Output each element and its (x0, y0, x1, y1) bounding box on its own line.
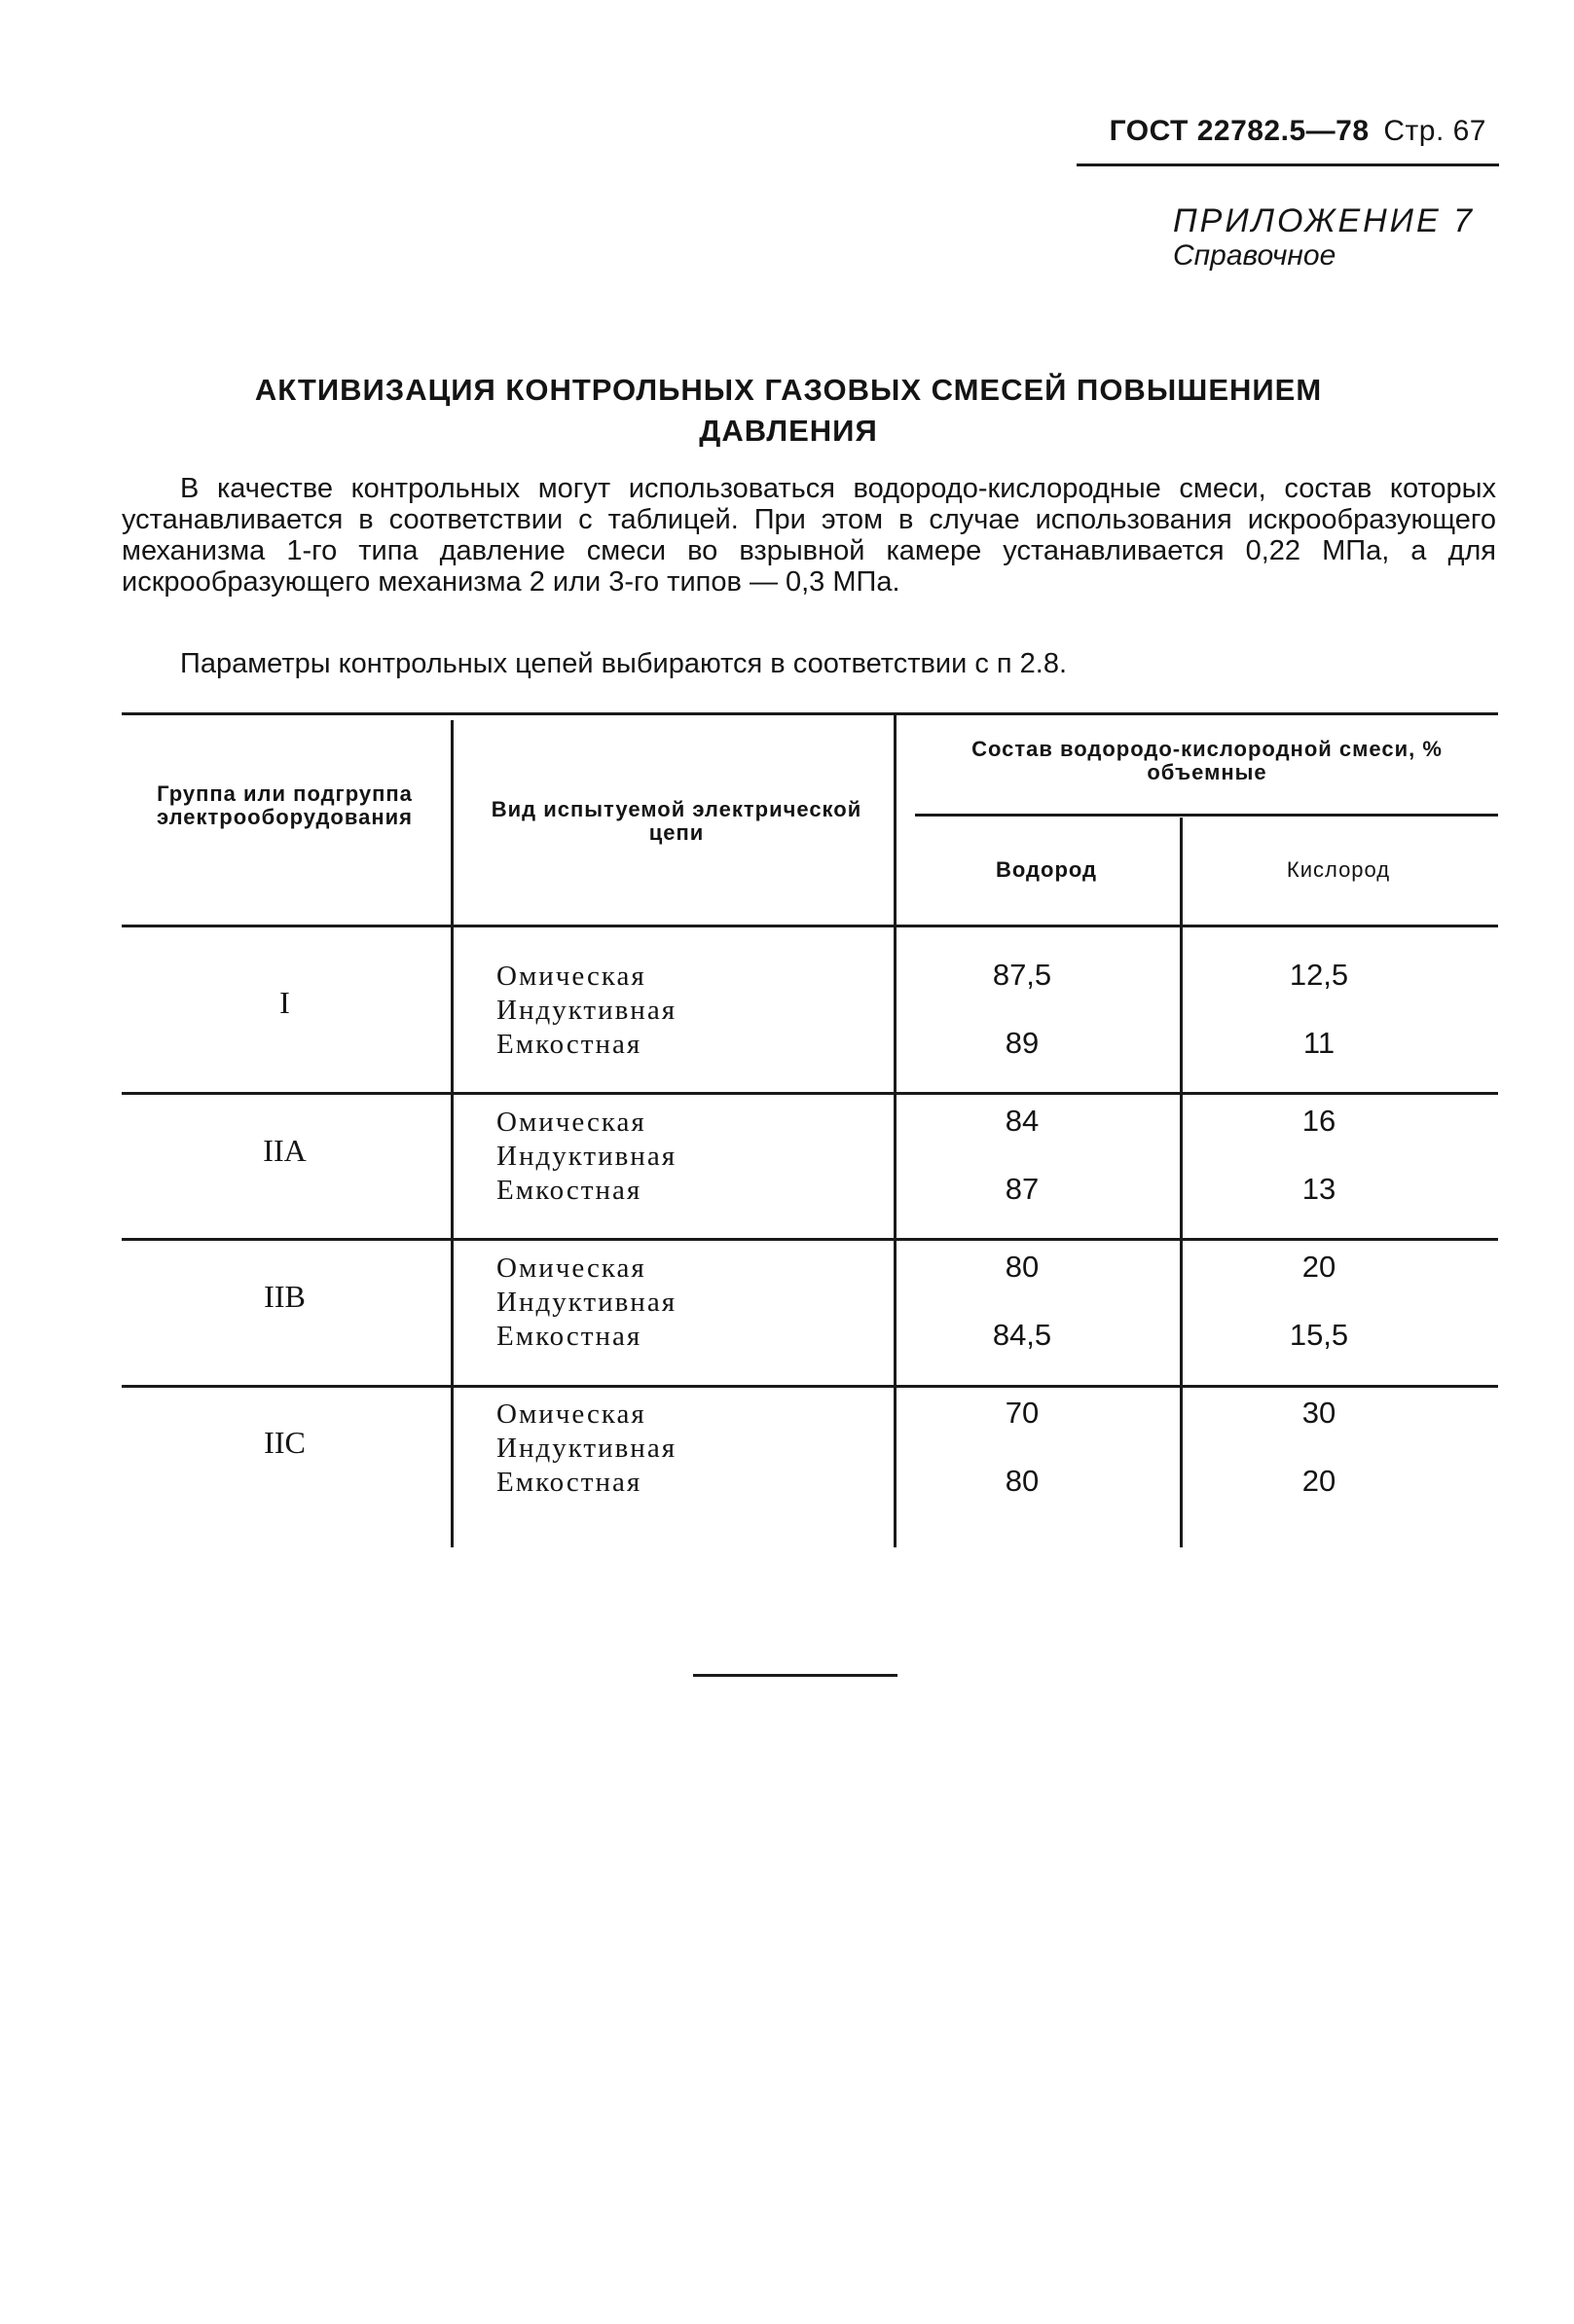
row-divider (122, 1238, 1498, 1241)
oxygen-value: 16 (1301, 1104, 1336, 1138)
oxygen-value: 30 (1301, 1396, 1336, 1430)
header-hydrogen: Водород (996, 857, 1097, 882)
header-oxygen: Кислород (1286, 857, 1391, 882)
circuit-type: Емкостная (496, 1175, 642, 1206)
doc-ref: ГОСТ 22782.5—78 (1109, 115, 1370, 147)
circuit-list (496, 1252, 866, 1354)
hydrogen-value: 80 (1005, 1464, 1040, 1498)
circuit-type: Емкостная (496, 1467, 642, 1498)
page-title (136, 370, 1441, 452)
hydrogen-value: 84 (1005, 1104, 1040, 1138)
oxygen-value: 20 (1301, 1464, 1336, 1498)
circuit-list (496, 1106, 866, 1208)
appendix-type: Справочное (1173, 239, 1336, 272)
oxygen-value: 15,5 (1289, 1318, 1349, 1352)
header-bottom-rule (122, 925, 1498, 927)
header-split-rule (915, 814, 1498, 817)
column-divider (451, 720, 454, 1547)
circuit-type: Индуктивная (496, 1287, 677, 1318)
group-cell: IIA (263, 1133, 307, 1168)
body-paragraph-2: Параметры контрольных цепей выбираются в соответствии с п 2.8. (180, 648, 1068, 679)
circuit-list (496, 960, 866, 1062)
header-group: Группа или подгруппа электрооборудования (156, 781, 413, 829)
title-line-2: ДАВЛЕНИЯ (699, 414, 878, 448)
circuit-type: Омическая (496, 1253, 646, 1284)
hydrogen-value: 80 (1005, 1250, 1040, 1284)
body-paragraph-1: В качестве контрольных могут использоваться водородо-кислородные смеси, состав которых устанавливается в соответствии с таблицей. При этом в случае использования искрообразующего механизма 1-го типа давление смеси во взрывной камере устанавливается 0,22 МПа, а для искрообразующего механизма 2 или 3-го типов — 0,3 МПа. (122, 473, 1496, 598)
oxygen-value: 11 (1302, 1026, 1336, 1060)
hydrogen-value: 87,5 (992, 958, 1052, 992)
group-cell: IIB (264, 1279, 306, 1314)
title-line-1: АКТИВИЗАЦИЯ КОНТРОЛЬНЫХ ГАЗОВЫХ СМЕСЕЙ ПОВЫШЕНИЕМ (254, 373, 1323, 407)
hydrogen-value: 87 (1005, 1172, 1040, 1206)
circuit-type: Омическая (496, 1107, 646, 1138)
circuit-type: Индуктивная (496, 1141, 677, 1172)
group-cell: IIC (264, 1425, 306, 1460)
circuit-list (496, 1398, 866, 1500)
header-composition: Состав водородо-кислородной смеси, % объемные (971, 737, 1443, 784)
circuit-type: Емкостная (496, 1029, 642, 1060)
circuit-type: Емкостная (496, 1321, 642, 1352)
group-cell: I (279, 985, 290, 1020)
appendix-title: ПРИЛОЖЕНИЕ 7 (1173, 202, 1476, 239)
circuit-type: Омическая (496, 961, 646, 992)
header-circuit: Вид испытуемой электрической цепи (491, 797, 862, 845)
table-top-rule (122, 712, 1498, 715)
document-header (1110, 115, 1486, 148)
hydrogen-value: 84,5 (992, 1318, 1052, 1352)
row-divider (122, 1092, 1498, 1095)
column-divider (1180, 817, 1183, 1547)
row-divider (122, 1385, 1498, 1388)
circuit-type: Омическая (496, 1398, 646, 1430)
page-number: Стр. 67 (1383, 115, 1486, 147)
column-divider (894, 715, 897, 1547)
oxygen-value: 12,5 (1289, 958, 1349, 992)
circuit-type: Индуктивная (496, 995, 677, 1026)
header-divider (1077, 163, 1499, 166)
oxygen-value: 13 (1301, 1172, 1336, 1206)
hydrogen-value: 89 (1005, 1026, 1040, 1060)
circuit-type: Индуктивная (496, 1433, 677, 1464)
hydrogen-value: 70 (1005, 1396, 1040, 1430)
end-divider (693, 1674, 897, 1677)
oxygen-value: 20 (1301, 1250, 1336, 1284)
